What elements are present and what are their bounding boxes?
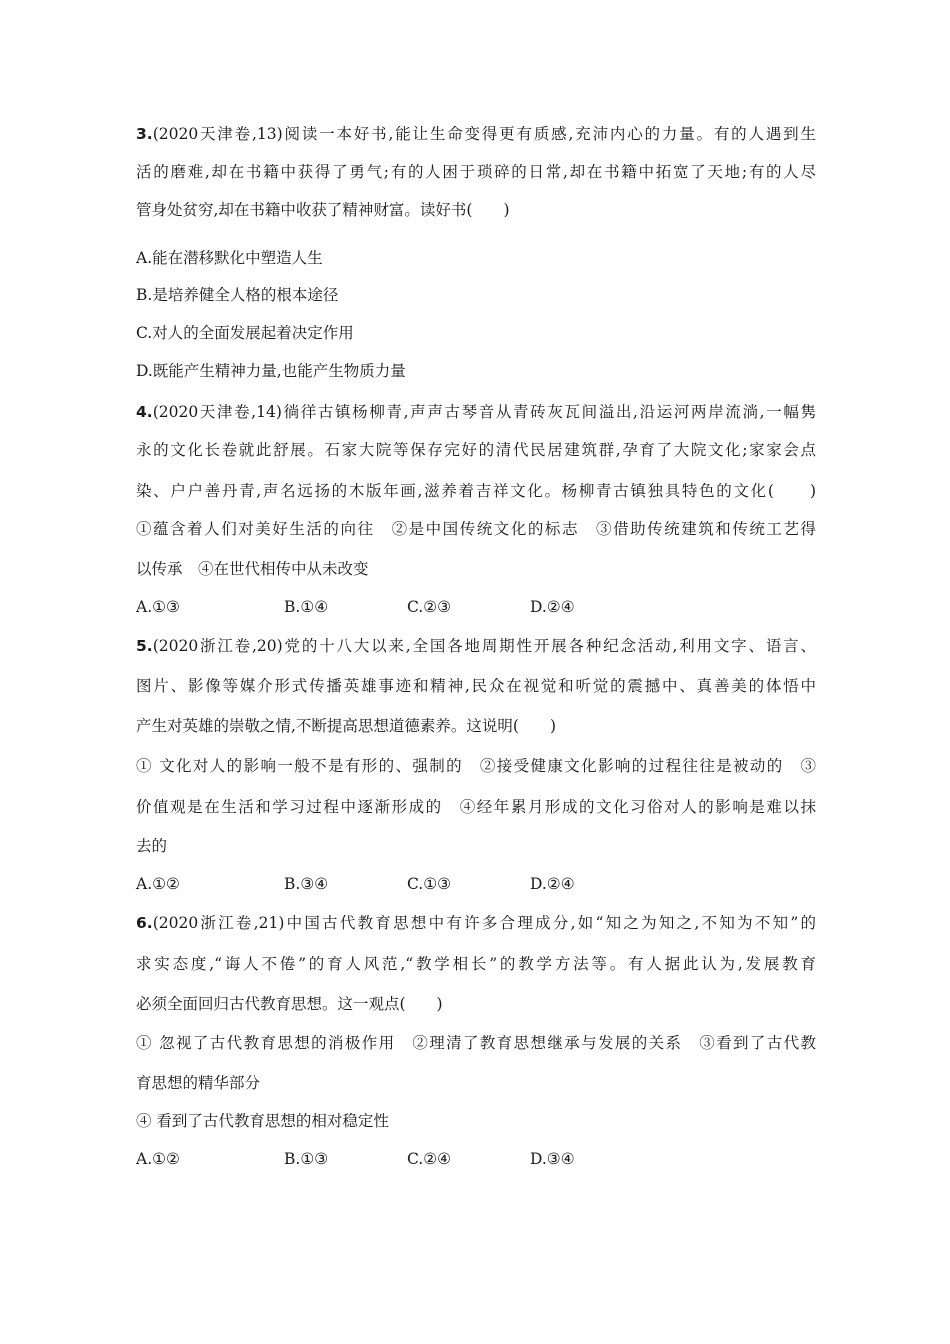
option-d: D.②④ (530, 598, 575, 616)
question-4-line-4: ①蕴含着人们对美好生活的向往 ②是中国传统文化的标志 ③借助传统建筑和传统工艺得 (136, 520, 816, 538)
question-6-line-5: 育思想的精华部分 (136, 1074, 261, 1092)
option-c: C.②③ (407, 598, 452, 616)
option-b: B.③④ (284, 875, 329, 893)
question-4-line-2: 永的文化长卷就此舒展。石家大院等保存完好的清代民居建筑群,孕育了大院文化;家家会点 (136, 441, 816, 459)
question-number: 4. (136, 403, 153, 421)
question-6-line-1: 6.(2020浙江卷,21)中国古代教育思想中有许多合理成分,如“知之为知之,不知为不知”的 (136, 914, 816, 932)
question-5-line-3: 产生对英雄的崇敬之情,不断提高思想道德素养。这说明( ) (136, 717, 557, 735)
question-5-line-4: ① 文化对人的影响一般不是有形的、强制的 ②接受健康文化影响的过程往往是被动的 ③ (136, 757, 816, 775)
question-number: 5. (136, 637, 153, 655)
option-c: C.对人的全面发展起着决定作用 (136, 324, 354, 342)
question-6-line-4: ① 忽视了古代教育思想的消极作用 ②理清了教育思想继承与发展的关系 ③看到了古代教 (136, 1034, 816, 1052)
question-5-line-6: 去的 (136, 837, 168, 855)
question-number: 6. (136, 914, 153, 932)
question-4-line-1: 4.(2020天津卷,14)徜徉古镇杨柳青,声声古琴音从青砖灰瓦间溢出,沿运河两岸流淌,一幅隽 (136, 403, 816, 421)
option-c: C.②④ (407, 1150, 452, 1168)
option-a: A.①② (136, 875, 180, 893)
question-3-line-1: 3.(2020天津卷,13)阅读一本好书,能让生命变得更有质感,充沛内心的力量。有的人遇到生 (136, 125, 816, 143)
question-5-line-2: 图片、影像等媒介形式传播英雄事迹和精神,民众在视觉和听觉的震撼中、真善美的体悟中 (136, 677, 816, 695)
option-b: B.①④ (284, 598, 329, 616)
option-a: A.①② (136, 1150, 180, 1168)
question-5-line-5: 价值观是在生活和学习过程中逐渐形成的 ④经年累月形成的文化习俗对人的影响是难以抹 (136, 798, 816, 816)
question-number: 3. (136, 125, 153, 143)
question-3-line-2: 活的磨难,却在书籍中获得了勇气;有的人困于琐碎的日常,却在书籍中拓宽了天地;有的人尽 (136, 163, 816, 181)
question-4-line-3: 染、户户善丹青,声名远扬的木版年画,滋养着吉祥文化。杨柳青古镇独具特色的文化( ) (136, 482, 816, 500)
question-3-line-3: 管身处贫穷,却在书籍中收获了精神财富。读好书( ) (136, 201, 510, 219)
question-5-line-1: 5.(2020浙江卷,20)党的十八大以来,全国各地周期性开展各种纪念活动,利用文字、语言、 (136, 637, 816, 655)
option-a: A.能在潜移默化中塑造人生 (136, 249, 323, 267)
option-a: A.①③ (136, 598, 180, 616)
option-d: D.②④ (530, 875, 575, 893)
option-d: D.既能产生精神力量,也能产生物质力量 (136, 362, 406, 380)
question-6-line-6: ④ 看到了古代教育思想的相对稳定性 (136, 1112, 389, 1130)
question-6-line-3: 必须全面回归古代教育思想。这一观点( ) (136, 995, 443, 1013)
option-b: B.是培养健全人格的根本途径 (136, 286, 339, 304)
question-6-line-2: 求实态度,“诲人不倦”的育人风范,“教学相长”的教学方法等。有人据此认为,发展教育 (136, 955, 816, 973)
option-d: D.③④ (530, 1150, 575, 1168)
option-b: B.①③ (284, 1150, 329, 1168)
option-c: C.①③ (407, 875, 452, 893)
question-4-line-5: 以传承 ④在世代相传中从未改变 (136, 560, 369, 578)
